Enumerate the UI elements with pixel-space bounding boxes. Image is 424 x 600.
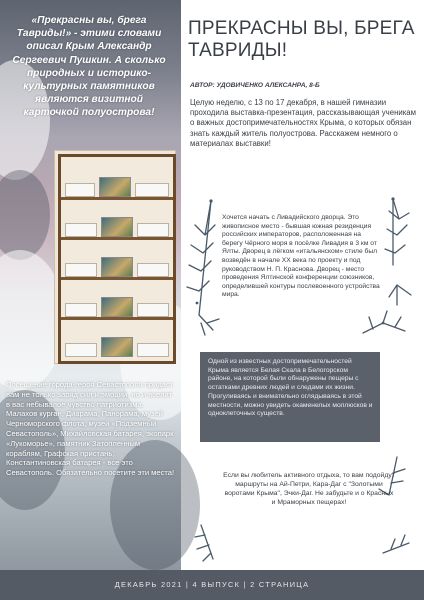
author-line: АВТОР: УДОВИЧЕНКО АЛЕКСАНРА, 8-Б: [190, 82, 320, 89]
exhibit-card: [65, 343, 97, 357]
exhibit-card: [65, 183, 95, 197]
exhibit-photo-card: [99, 177, 131, 197]
shelf-board: [61, 237, 173, 240]
sevastopol-paragraph: Посещение города-героя Севастополя придаст вам не только заряд сил и эмоций, но и вселит в вас небывалое чувство патриотизма. Малахов курган, Диарама, Панорама, музей Черноморского флота, музей «Подземный Севастополь», Михайловская батарея, экопарк «Лукоморье», памятник Затопленным кораблям, Графская пристань, Константиновская батарея - все это Севастополь. Обязательно посетите эти места!: [6, 380, 175, 478]
page-footer: ДЕКАБРЬ 2021 | 4 ВЫПУСК | 2 СТРАНИЦА: [0, 570, 424, 600]
shelf-board: [61, 277, 173, 280]
exhibit-card: [65, 303, 97, 317]
active-rest-paragraph: Если вы любитель активного отдыха, то вам подойдут маршруты на Ай-Петри, Кара-Даг с "Золотыми воротами Крыма", Эчки-Даг. Не забудьте и о Красных и Мраморных пещерах!: [223, 472, 395, 506]
exhibit-card: [137, 223, 169, 237]
shelf-cabinet: [58, 154, 176, 364]
exhibit-photo-card: [101, 217, 133, 237]
livadia-paragraph: Хочется начать с Ливадийского дворца. Это живописное место - бывшая южная резиденция российских императоров, расположенная на берегу Чёрного моря в посёлке Ливадия в 3 км от Ялты. Дворец в лёгком «итальянском» стиле был возведён в начале XX века по проекту и под руководством Н. П. Краснова. Дворец - место проведения Ялтинской конференции союзников, определившей контуры послевоенного устройства мира.: [222, 214, 380, 299]
exhibit-card: [135, 183, 169, 197]
page-title: ПРЕКРАСНЫ ВЫ, БРЕГА ТАВРИДЫ!: [188, 18, 415, 61]
exhibit-card: [137, 343, 169, 357]
shelf-board: [61, 317, 173, 320]
tree-shadow-shape: [0, 170, 50, 260]
exhibit-photo-card: [101, 337, 133, 357]
exhibit-photo-card: [101, 297, 133, 317]
exhibit-card: [137, 303, 169, 317]
exhibit-photo-card: [101, 257, 133, 277]
shelf-board: [61, 197, 173, 200]
white-rock-text: Одной из известных достопримечательностей Крыма является Белая Скала в Белогорском районе, на которой были обнаружены пещеры с остатками древних людей и следами их жизни. Прогуливаясь и внимательно оглядываясь в этой местности, можно увидеть окаменелых моллюсков и одноклеточных существ.: [208, 358, 373, 418]
exhibit-card: [65, 223, 97, 237]
exhibition-photo: [54, 150, 176, 364]
lead-paragraph: Целую неделю, с 13 по 17 декабря, в нашей гимназии проходила выставка-презентация, рассказывающая ученикам о важных достопримечательностях Крыма, о которых обязан знать каждый житель полуострова. Расскажем немного о материалах выставки!: [190, 98, 417, 148]
exhibit-card: [137, 263, 169, 277]
exhibit-card: [65, 263, 97, 277]
intro-quote: «Прекрасны вы, брега Тавриды!» - этими словами описал Крым Александр Сергеевич Пушкин. А сколько природных и историко-культурных памятников являются визитной карточкой полуострова!: [12, 15, 166, 119]
